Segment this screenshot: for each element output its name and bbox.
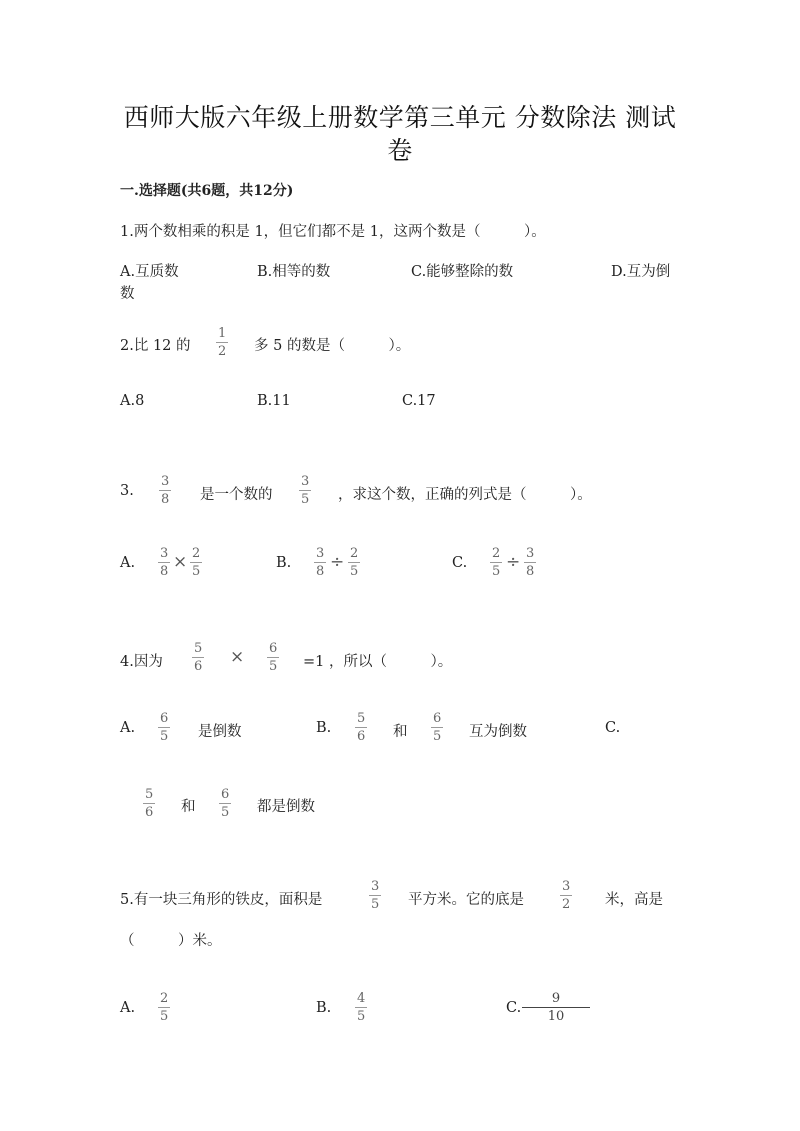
fraction-bar (143, 803, 155, 804)
option-text: 是倒数 (198, 724, 242, 740)
numerator: 2 (350, 546, 359, 561)
option-c[interactable]: C.17 (402, 393, 436, 409)
denominator: 5 (160, 1009, 169, 1024)
denominator: 5 (269, 659, 278, 674)
fraction-bar (216, 342, 228, 343)
denominator: 8 (161, 492, 170, 507)
fraction (355, 712, 367, 744)
option-text: 互为倒数 (469, 724, 527, 740)
denominator: 2 (562, 897, 571, 912)
option-b[interactable]: B. (276, 555, 292, 571)
option-c[interactable]: C. (452, 555, 468, 571)
numerator: 4 (357, 991, 366, 1006)
fraction-bar (158, 562, 170, 563)
numerator: 6 (269, 641, 278, 656)
question-stem-end: ，求这个数，正确的列式是（ ）。 (338, 487, 592, 503)
option-b[interactable]: B. (316, 1000, 332, 1016)
question-stem-start: 4.因为 (120, 654, 163, 670)
numerator: 3 (160, 546, 169, 561)
option-a[interactable]: A. (120, 720, 136, 736)
fraction (431, 712, 443, 744)
denominator: 8 (160, 564, 169, 579)
numerator: 3 (526, 546, 535, 561)
denominator: 5 (350, 564, 359, 579)
fraction (158, 547, 170, 579)
multiply-operator: × (230, 647, 245, 667)
fraction (522, 992, 590, 1024)
numerator: 2 (160, 991, 169, 1006)
fraction (267, 642, 279, 674)
option-b[interactable]: B.11 (257, 393, 291, 409)
numerator: 5 (357, 711, 366, 726)
numerator: 6 (160, 711, 169, 726)
fraction (355, 992, 367, 1024)
numerator: 1 (218, 326, 227, 341)
question-stem-start: 2.比 12 的 (120, 338, 191, 354)
fraction-bar (355, 727, 367, 728)
numerator: 2 (492, 546, 501, 561)
fraction-bar (369, 895, 381, 896)
question-stem-line2: （ ）米。 (120, 933, 222, 949)
fraction-bar (524, 562, 536, 563)
question-stem-end: =1 ，所以（ ）。 (303, 654, 453, 670)
denominator: 5 (221, 805, 230, 820)
denominator: 2 (218, 344, 227, 359)
numerator: 6 (433, 711, 442, 726)
denominator: 6 (145, 805, 154, 820)
option-a[interactable]: A.互质数 (120, 264, 179, 280)
denominator: 8 (526, 564, 535, 579)
numerator: 6 (221, 787, 230, 802)
fraction-bar (159, 490, 171, 491)
denominator: 5 (492, 564, 501, 579)
fraction-bar (158, 1007, 170, 1008)
fraction-bar (158, 727, 170, 728)
denominator: 6 (194, 659, 203, 674)
section-heading: 一.选择题(共6题，共12分) (120, 183, 294, 199)
fraction (369, 880, 381, 912)
option-connector: 和 (181, 799, 196, 815)
option-a[interactable]: A. (120, 1000, 136, 1016)
fraction (490, 547, 502, 579)
fraction (158, 992, 170, 1024)
fraction-bar (190, 562, 202, 563)
fraction (159, 475, 171, 507)
fraction-bar (522, 1007, 590, 1008)
denominator: 5 (371, 897, 380, 912)
option-c[interactable]: C. (605, 720, 621, 736)
fraction (158, 712, 170, 744)
option-d-wrap: 数 (120, 286, 135, 302)
fraction (143, 788, 155, 820)
fraction (348, 547, 360, 579)
multiply-operator: × (173, 552, 188, 572)
option-b[interactable]: B. (316, 720, 332, 736)
fraction (314, 547, 326, 579)
fraction-bar (431, 727, 443, 728)
fraction-bar (267, 657, 279, 658)
numerator: 5 (145, 787, 154, 802)
numerator: 3 (161, 474, 170, 489)
fraction-bar (490, 562, 502, 563)
fraction (216, 327, 228, 359)
question-stem-mid: 平方米。它的底是 (408, 892, 524, 908)
question-stem-mid: 是一个数的 (200, 487, 273, 503)
option-c[interactable]: C.能够整除的数 (411, 264, 514, 280)
divide-operator: ÷ (330, 552, 345, 572)
fraction (192, 642, 204, 674)
denominator: 5 (192, 564, 201, 579)
fraction-bar (299, 490, 311, 491)
option-c[interactable]: C. (506, 1000, 522, 1016)
numerator: 2 (192, 546, 201, 561)
fraction (560, 880, 572, 912)
fraction-bar (219, 803, 231, 804)
question-stem: 1.两个数相乘的积是 1，但它们都不是 1，这两个数是（ ）。 (120, 224, 546, 240)
denominator: 5 (160, 729, 169, 744)
fraction-bar (314, 562, 326, 563)
option-a[interactable]: A.8 (120, 393, 145, 409)
option-connector: 和 (393, 724, 408, 740)
fraction (219, 788, 231, 820)
numerator: 3 (316, 546, 325, 561)
numerator: 5 (194, 641, 203, 656)
option-b[interactable]: B.相等的数 (257, 264, 331, 280)
denominator: 8 (316, 564, 325, 579)
numerator: 9 (551, 991, 561, 1006)
numerator: 3 (562, 879, 571, 894)
question-stem-start: 5.有一块三角形的铁皮，面积是 (120, 892, 323, 908)
fraction (190, 547, 202, 579)
option-d[interactable]: D.互为倒 (611, 264, 671, 280)
question-stem-end: 米，高是 (605, 892, 663, 908)
divide-operator: ÷ (506, 552, 521, 572)
page-title-continued: 卷 (387, 136, 413, 165)
fraction-bar (192, 657, 204, 658)
denominator: 5 (357, 1009, 366, 1024)
denominator: 10 (547, 1009, 565, 1024)
numerator: 3 (371, 879, 380, 894)
numerator: 3 (301, 474, 310, 489)
denominator: 5 (433, 729, 442, 744)
fraction-bar (560, 895, 572, 896)
option-a[interactable]: A. (120, 555, 136, 571)
option-text: 都是倒数 (257, 799, 315, 815)
fraction (299, 475, 311, 507)
fraction-bar (355, 1007, 367, 1008)
denominator: 5 (301, 492, 310, 507)
question-number: 3. (120, 483, 134, 499)
denominator: 6 (357, 729, 366, 744)
question-stem-end: 多 5 的数是（ ）。 (254, 338, 411, 354)
page-title: 西师大版六年级上册数学第三单元 分数除法 测试 (123, 103, 677, 132)
fraction-bar (348, 562, 360, 563)
fraction (524, 547, 536, 579)
